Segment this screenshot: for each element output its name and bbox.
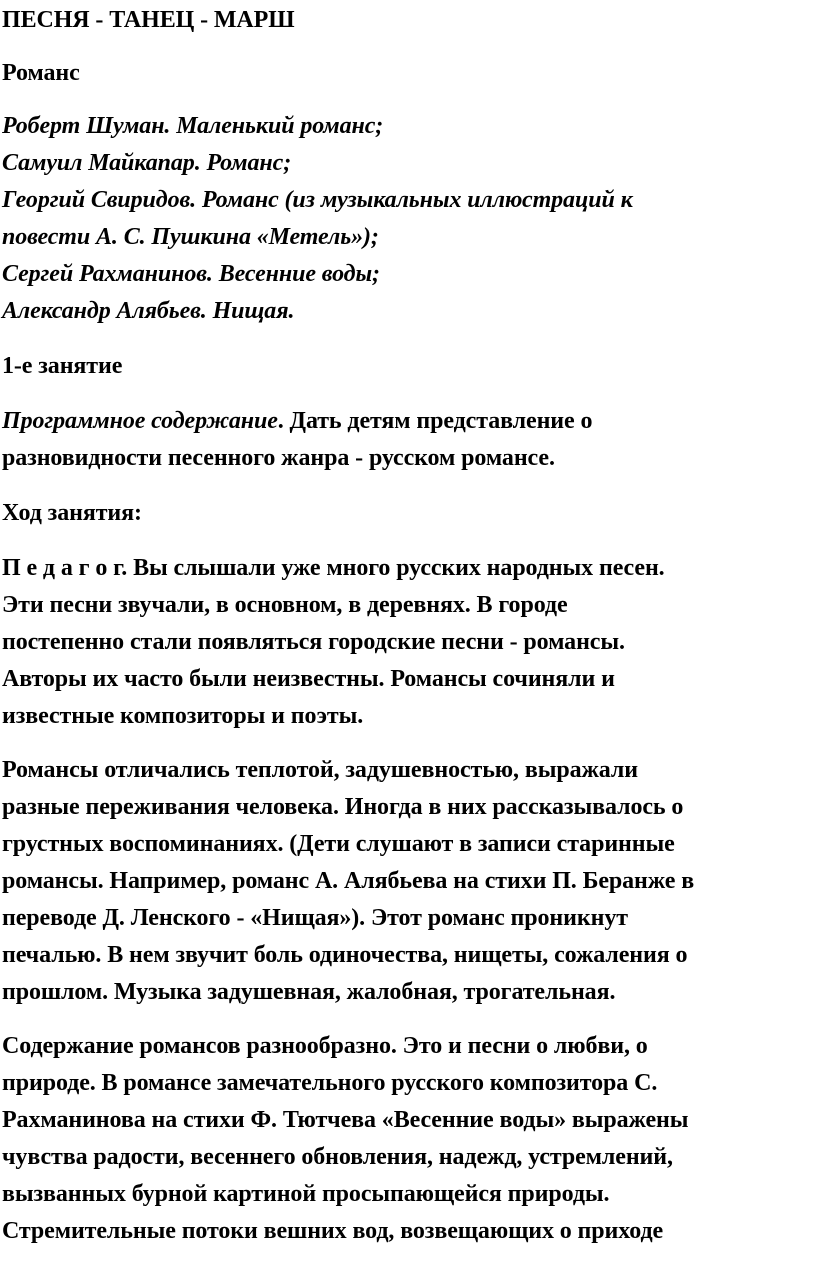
document-title <box>2 2 814 39</box>
paragraph-line: Авторы их часто были неизвестны. Романсы сочиняли и <box>2 666 615 692</box>
repertoire-item: Роберт Шуман. Маленький романс; <box>2 113 384 139</box>
section-subtitle <box>2 55 814 92</box>
repertoire-item: Георгий Свиридов. Романс (из музыкальных иллюстраций к <box>2 187 633 213</box>
paragraph-line: известные композиторы и поэты. <box>2 703 364 729</box>
program-content <box>2 403 814 477</box>
lesson-heading-text: 1-е занятие <box>2 353 123 379</box>
paragraph-line: вызванных бурной картиной просыпающейся природы. <box>2 1181 610 1207</box>
title-text: ПЕСНЯ - ТАНЕЦ - МАРШ <box>2 7 295 33</box>
lesson-heading <box>2 348 814 385</box>
course-heading <box>2 495 814 532</box>
program-line <box>2 403 814 440</box>
paragraph-line: романсы. Например, романс А. Алябьева на стихи П. Беранже в <box>2 868 695 894</box>
paragraph-line: Содержание романсов разнообразно. Это и песни о любви, о <box>2 1033 648 1059</box>
paragraph-line: чувства радости, весеннего обновления, надежд, устремлений, <box>2 1144 673 1170</box>
paragraph-line: грустных воспоминаниях. (Дети слушают в записи старинные <box>2 831 675 857</box>
paragraph-line: Стремительные потоки вешних вод, возвещающих о приходе <box>2 1218 664 1244</box>
program-label: Программное содержание <box>2 408 278 434</box>
paragraph-line: Эти песни звучали, в основном, в деревнях. В городе <box>2 592 568 618</box>
paragraph-teacher <box>2 550 814 735</box>
repertoire-item: Сергей Рахманинов. Весенние воды; <box>2 261 380 287</box>
paragraph-line: природе. В романсе замечательного русского композитора С. <box>2 1070 658 1096</box>
repertoire-item: Александр Алябьев. Нищая. <box>2 298 295 324</box>
paragraph-line: печалью. В нем звучит боль одиночества, нищеты, сожаления о <box>2 942 688 968</box>
speaker-text: . Вы слышали уже много русских народных песен. <box>121 555 665 581</box>
paragraph-line <box>2 550 814 587</box>
paragraph-romances <box>2 752 814 1011</box>
repertoire-item: повести А. С. Пушкина «Метель»); <box>2 224 379 250</box>
program-text: . Дать детям представление о <box>277 408 593 434</box>
paragraph-line: разные переживания человека. Иногда в них рассказывалось о <box>2 794 684 820</box>
program-line: разновидности песенного жанра - русском романсе. <box>2 445 555 471</box>
paragraph-line: прошлом. Музыка задушевная, жалобная, трогательная. <box>2 979 616 1005</box>
subtitle-text: Романс <box>2 60 80 86</box>
paragraph-line: Романсы отличались теплотой, задушевностью, выражали <box>2 757 638 783</box>
repertoire-list <box>2 108 814 330</box>
paragraph-content <box>2 1028 814 1250</box>
course-heading-text: Ход занятия: <box>2 500 142 526</box>
speaker-label: П е д а г о г <box>2 555 122 581</box>
paragraph-line: Рахманинова на стихи Ф. Тютчева «Весенние воды» выражены <box>2 1107 689 1133</box>
repertoire-item: Самуил Майкапар. Романс; <box>2 150 292 176</box>
paragraph-line: переводе Д. Ленского - «Нищая»). Этот романс проникнут <box>2 905 628 931</box>
paragraph-line: постепенно стали появляться городские песни - романсы. <box>2 629 625 655</box>
